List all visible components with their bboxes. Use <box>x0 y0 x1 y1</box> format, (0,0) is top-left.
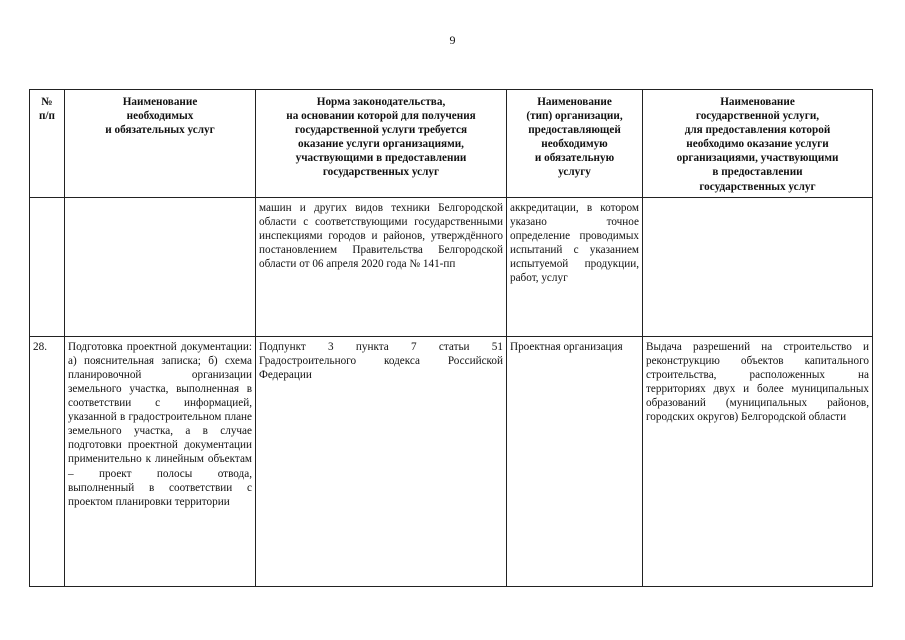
row-state-service <box>643 197 873 336</box>
row-service-name <box>65 197 256 336</box>
table-row <box>30 336 873 586</box>
row-state-service: Выдача разрешений на строительство и реконструкцию объектов капитального строительства, расположенных на территориях двух и более муниципальных образований (муниципальных районов, городских округов) Белгородской области <box>643 336 873 586</box>
table-header-row <box>30 90 873 198</box>
header-num: № п/п <box>30 90 65 198</box>
row-num: 28. <box>30 336 65 586</box>
row-org-name: аккредитации, в котором указано точное определение проводимых испытаний с указанием испытуемой продукции, работ, услуг <box>507 197 643 336</box>
header-state-service: Наименование государственной услуги, для предоставления которой необходимо оказание услуги организациями, участвующими в предоставлении государственных услуг <box>643 90 873 198</box>
header-service-name: Наименование необходимых и обязательных услуг <box>65 90 256 198</box>
row-org-name: Проектная организация <box>507 336 643 586</box>
row-num <box>30 197 65 336</box>
row-service-name: Подготовка проектной документации: а) пояснительная записка; б) схема планировочной организации земельного участка, выполненная в соответствии с информацией, указанной в градостроительном плане земельного участка, а в случае подготовки проектной документации применительно к линейным объектам – проект полосы отвода, выполненный в соответствии с проектом планировки территории <box>65 336 256 586</box>
table-row <box>30 197 873 336</box>
header-org-name: Наименование (тип) организации, предоставляющей необходимую и обязательную услугу <box>507 90 643 198</box>
services-table <box>29 89 873 587</box>
row-legal-norm: Подпункт 3 пункта 7 статьи 51 Градостроительного кодекса Российской Федерации <box>256 336 507 586</box>
header-legal-norm: Норма законодательства, на основании которой для получения государственной услуги требуется оказание услуги организациями, участвующими в предоставлении государственных услуг <box>256 90 507 198</box>
row-legal-norm: машин и других видов техники Белгородской области с соответствующими государственными инспекциями городов и районов, утверждённого постановлением Правительства Белгородской области от 06 апреля 2020 года № 141-пп <box>256 197 507 336</box>
page-number: 9 <box>449 33 456 47</box>
